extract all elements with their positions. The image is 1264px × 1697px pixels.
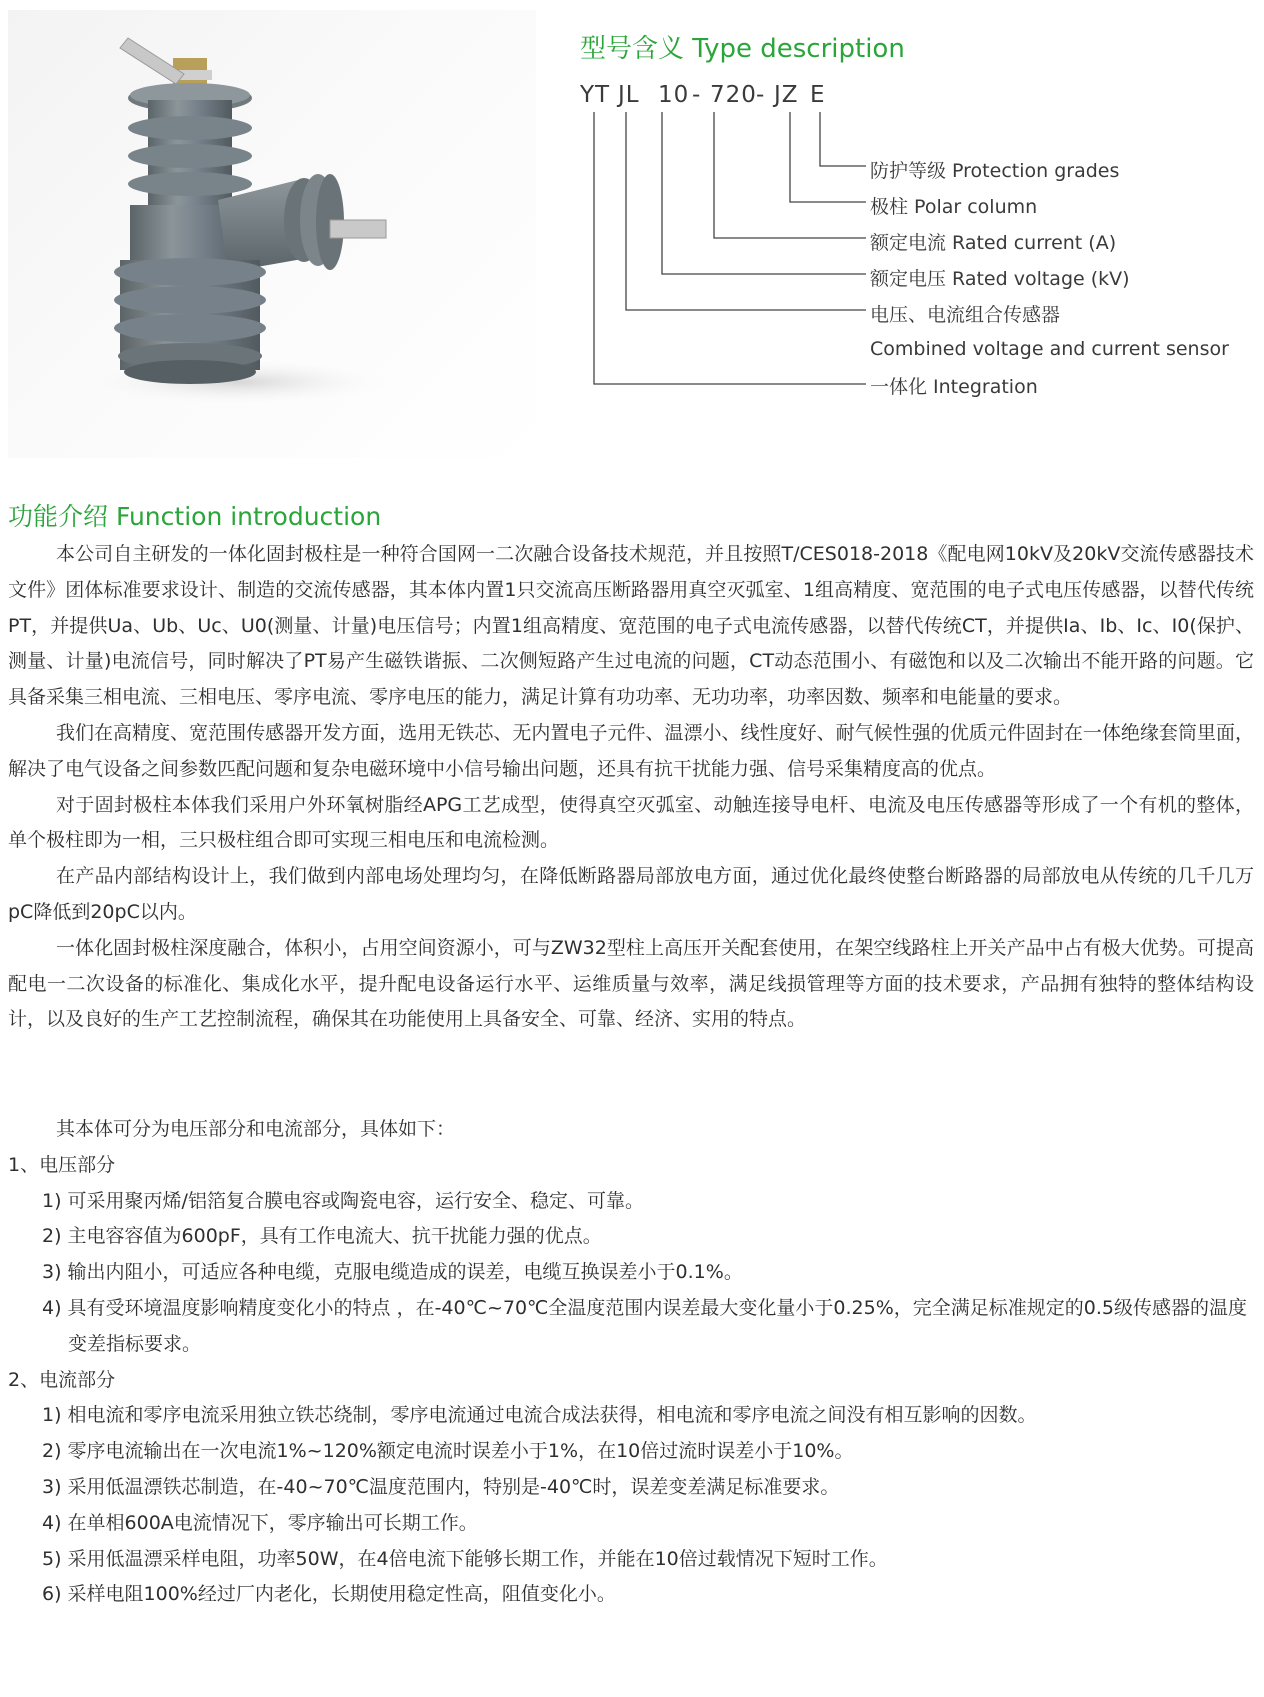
function-intro-title: 功能介绍 Function introduction xyxy=(8,502,382,531)
parts-intro: 其本体可分为电压部分和电流部分，具体如下： xyxy=(56,1118,456,1140)
current-item-5: 5) 采用低温漂采样电阻，功率50W，在4倍电流下能够长期工作，并能在10倍过载情况下短时工作。 xyxy=(42,1547,888,1570)
voltage-item-1: 1) 可采用聚丙烯/铝箔复合膜电容或陶瓷电容，运行安全、稳定、可靠。 xyxy=(42,1189,644,1212)
type-description-title: 型号含义 Type description xyxy=(580,34,905,64)
legend-rated-current: 额定电流 Rated current (A) xyxy=(870,232,1117,254)
current-item-6: 6) 采样电阻100%经过厂内老化，长期使用稳定性高，阻值变化小。 xyxy=(42,1583,616,1606)
legend-protection-grades: 防护等级 Protection grades xyxy=(870,160,1120,182)
solid-sealed-pole-image xyxy=(8,10,536,458)
voltage-heading: 1、电压部分 xyxy=(8,1153,116,1176)
intro-paragraph-2: 我们在高精度、宽范围传感器开发方面，选用无铁芯、无内置电子元件、温漂小、线性度好、耐气候性强的优质元件固封在一体绝缘套筒里面，解决了电气设备之间参数匹配问题和复杂电磁环境中小信号输出问题，还具有抗干扰能力强、信号采集精度高的优点。 xyxy=(8,721,1254,780)
function-intro-body xyxy=(8,537,1254,1038)
legend-polar-column: 极柱 Polar column xyxy=(870,196,1038,218)
voltage-item-4: 4) 具有受环境温度影响精度变化小的特点 ，在-40℃~70℃全温度范围内误差最大变化量小于0.25%，完全满足标准规定的0.5级传感器的温度变差指标要求。 xyxy=(42,1296,1247,1355)
voltage-item-3: 3) 输出内阻小，可适应各种电缆，克服电缆造成的误差，电缆互换误差小于0.1%。 xyxy=(42,1261,743,1284)
parts-section xyxy=(8,1112,1254,1613)
product-photo xyxy=(8,10,536,458)
legend-integration: 一体化 Integration xyxy=(870,376,1038,398)
intro-paragraph-1: 本公司自主研发的一体化固封极柱是一种符合国网一二次融合设备技术规范，并且按照T/CES018-2018《配电网10kV及20kV交流传感器技术文件》团体标准要求设计、制造的交流传感器，其本体内置1只交流高压断路器用真空灭弧室、1组高精度、宽范围的电子式电压传感器，以替代传统PT，并提供Ua、Ub、Uc、U0(测量、计量)电压信号；内置1组高精度、宽范围的电子式电流传感器，以替代传统CT，并提供Ia、Ib、Ic、I0(保护、测量、计量)电流信号，同时解决了PT易产生磁铁谐振、二次侧短路产生过电流的问题，CT动态范围小、有磁饱和以及二次输出不能开路的问题。它具备采集三相电流、三相电压、零序电流、零序电压的能力，满足计算有功功率、无功功率，功率因数、频率和电能量的要求。 xyxy=(8,543,1254,709)
intro-paragraph-3: 对于固封极柱本体我们采用户外环氧树脂经APG工艺成型，使得真空灭弧室、动触连接导电杆、电流及电压传感器等形成了一个有机的整体，单个极柱即为一相，三只极柱组合即可实现三相电压和电流检测。 xyxy=(8,793,1254,852)
intro-paragraph-5: 一体化固封极柱深度融合，体积小，占用空间资源小，可与ZW32型柱上高压开关配套使用，在架空线路柱上开关产品中占有极大优势。可提高配电一二次设备的标准化、集成化水平，提升配电设备运行水平、运维质量与效率，满足线损管理等方面的技术要求，产品拥有独特的整体结构设计，以及良好的生产工艺控制流程，确保其在功能使用上具备安全、可靠、经济、实用的特点。 xyxy=(8,936,1254,1031)
current-item-3: 3) 采用低温漂铁芯制造，在-40~70℃温度范围内，特别是-40℃时，误差变差满足标准要求。 xyxy=(42,1475,840,1498)
code-dash2: - xyxy=(756,82,766,108)
leader-lines xyxy=(580,112,870,392)
legend-combined-sensor-cn: 电压、电流组合传感器 xyxy=(870,304,1061,326)
code-yt: YT xyxy=(580,82,611,108)
model-code xyxy=(580,82,826,112)
code-720: 720 xyxy=(710,82,757,108)
code-dash1: - xyxy=(692,82,702,108)
code-10: 10 xyxy=(658,82,690,108)
legend-combined-sensor-en: Combined voltage and current sensor xyxy=(870,338,1229,360)
code-e: E xyxy=(810,82,826,108)
current-heading: 2、电流部分 xyxy=(8,1368,116,1391)
current-item-2: 2) 零序电流输出在一次电流1%~120%额定电流时误差小于1%，在10倍过流时误差小于10%。 xyxy=(42,1440,854,1463)
code-jz: JZ xyxy=(774,82,799,108)
current-item-1: 1) 相电流和零序电流采用独立铁芯绕制，零序电流通过电流合成法获得，相电流和零序电流之间没有相互影响的因数。 xyxy=(42,1404,1037,1427)
intro-paragraph-4: 在产品内部结构设计上，我们做到内部电场处理均匀，在降低断路器局部放电方面，通过优化最终使整台断路器的局部放电从传统的几千几万pC降低到20pC以内。 xyxy=(8,865,1254,923)
code-jl: JL xyxy=(618,82,640,108)
voltage-item-2: 2) 主电容容值为600pF，具有工作电流大、抗干扰能力强的优点。 xyxy=(42,1225,602,1248)
current-item-4: 4) 在单相600A电流情况下，零序输出可长期工作。 xyxy=(42,1511,478,1534)
legend-rated-voltage: 额定电压 Rated voltage (kV) xyxy=(870,268,1130,290)
